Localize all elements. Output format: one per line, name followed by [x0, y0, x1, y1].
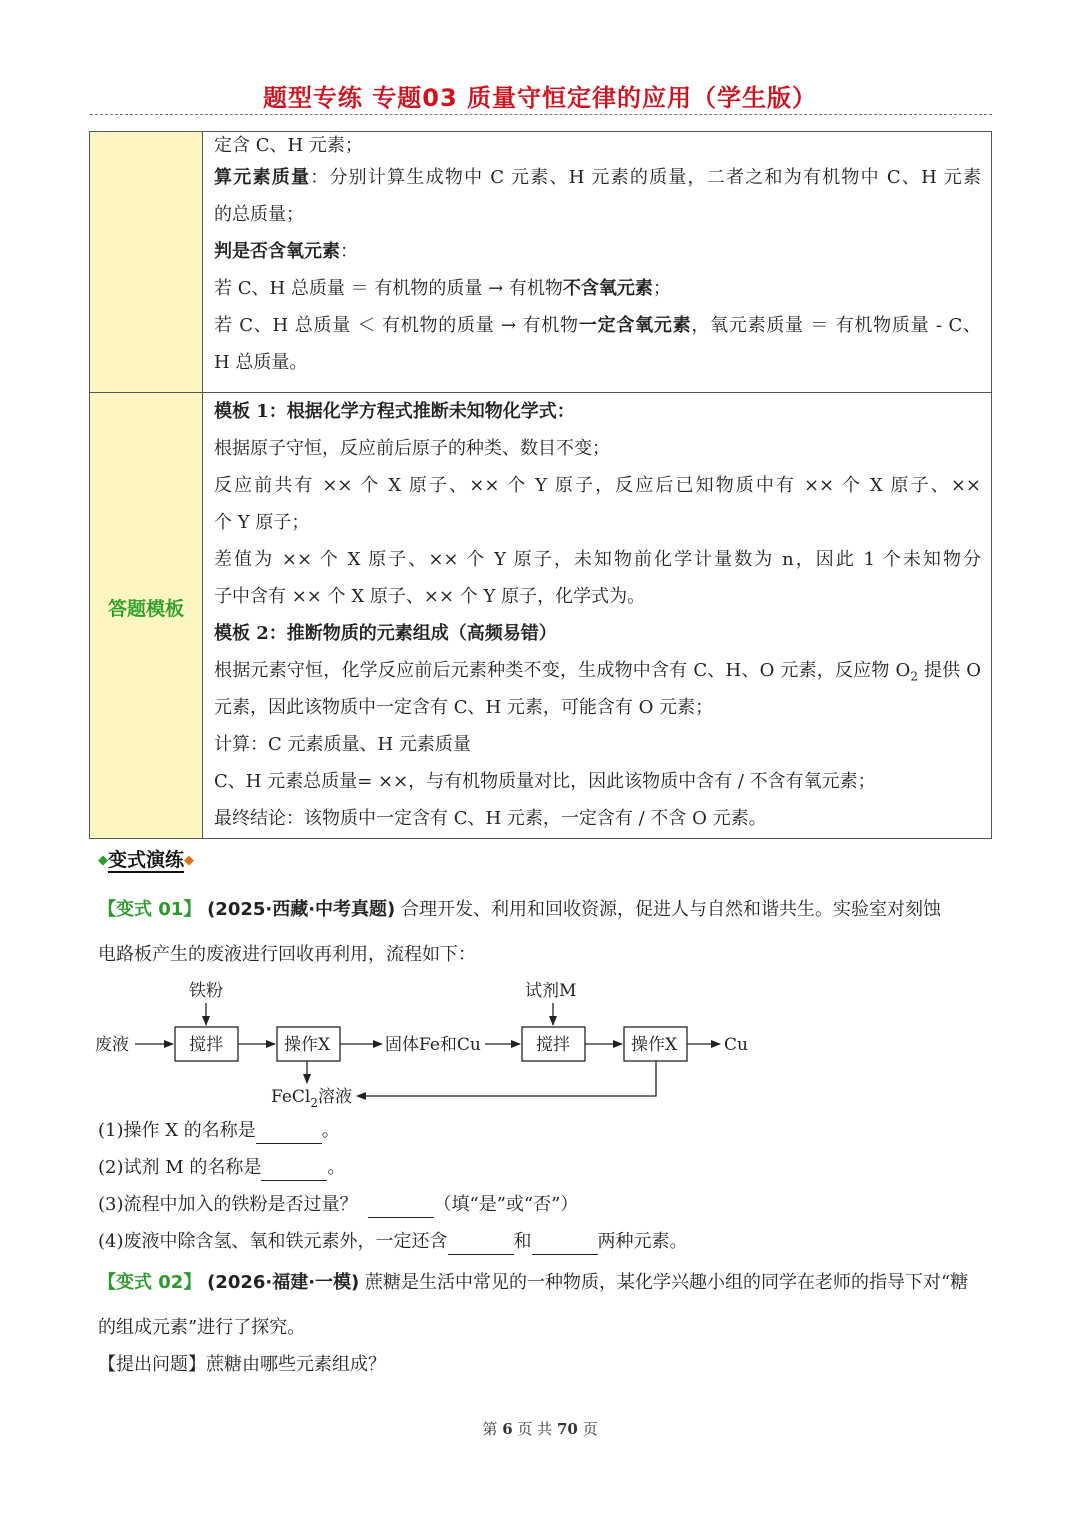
- question-2-intro: 【变式 02】 (2026·福建·一模) 蔗糖是生活中常见的一种物质，某化学兴趣小组的同学在老师的指导下对“糖: [98, 1272, 969, 1293]
- question-2-intro-line2: 的组成元素”进行了探究。: [98, 1317, 306, 1338]
- content-line: 最终结论：该物质中一定含有 C、H 元素，一定含有 / 不含 O 元素。: [214, 808, 767, 829]
- flow-box-label: 操作X: [631, 1035, 678, 1055]
- content-line: 根据原子守恒，反应前后原子的种类、数目不变；: [214, 438, 610, 459]
- current-page: 6: [502, 1420, 513, 1438]
- flow-box-label: 操作X: [284, 1035, 331, 1055]
- template-heading: 模板 2：推断物质的元素组成（高频易错）: [214, 623, 557, 644]
- content-line: 反应前共有 ×× 个 X 原子、×× 个 Y 原子，反应后已知物质中有 ×× 个 X 原子、××: [214, 475, 981, 496]
- process-flow-diagram: [95, 975, 765, 1110]
- question-tag: 【变式 02】: [98, 1272, 202, 1293]
- title-divider: [90, 114, 992, 115]
- content-line: 若 C、H 总质量 ＝ 有机物的质量 → 有机物不含氧元素；: [214, 278, 671, 299]
- flow-reagent-label: 试剂M: [525, 981, 577, 1001]
- total-pages: 70: [556, 1420, 578, 1438]
- content-line: 判是否含氧元素：: [214, 241, 358, 262]
- subquestion-4: (4)废液中除含氢、氧和铁元素外，一定还含 和 两种元素。: [98, 1230, 992, 1255]
- content-line: H 总质量。: [214, 352, 308, 373]
- flow-box-label: 搅拌: [189, 1035, 223, 1055]
- content-line: 根据元素守恒，化学反应前后元素种类不变，生成物中含有 C、H、O 元素，反应物 $O_2$ 提供 O: [214, 660, 981, 684]
- answer-blank[interactable]: [448, 1230, 514, 1255]
- table-row: [90, 393, 992, 839]
- answer-blank[interactable]: [256, 1119, 322, 1144]
- flow-input-label: 废液: [95, 1035, 129, 1055]
- row-content: [203, 393, 992, 839]
- row-content: [203, 132, 992, 393]
- flow-box-label: 搅拌: [536, 1035, 570, 1055]
- answer-blank[interactable]: [532, 1230, 598, 1255]
- flow-return-line: [357, 1061, 656, 1096]
- template-table: [89, 131, 992, 839]
- subquestion-2: (2)试剂 M 的名称是 。: [98, 1156, 992, 1181]
- question-2-prompt: 【提出问题】蔗糖由哪些元素组成？: [98, 1354, 386, 1375]
- row-label-empty: [90, 132, 203, 393]
- question-tag: 【变式 01】: [98, 899, 202, 920]
- content-line: 差值为 ×× 个 X 原子、×× 个 Y 原子，未知物前化学计量数为 n，因此 1 个未知物分: [214, 549, 981, 570]
- page-footer: 第 6 页 共 70 页: [482, 1420, 598, 1438]
- subquestion-3: (3)流程中加入的铁粉是否过量？ （填“是”或“否”）: [98, 1193, 992, 1218]
- content-line: 若 C、H 总质量 ＜ 有机物的质量 → 有机物一定含氧元素，氧元素质量 ＝ 有机物质量 - C、: [214, 315, 981, 336]
- table-row: [90, 132, 992, 393]
- flow-reagent-label: 铁粉: [189, 981, 223, 1001]
- content-line: 定含 C、H 元素；: [214, 135, 363, 156]
- answer-blank[interactable]: [368, 1193, 434, 1218]
- answer-blank[interactable]: [261, 1156, 327, 1181]
- flow-byproduct-label: FeCl$_2$溶液: [271, 1087, 353, 1110]
- content-line: 计算：C 元素质量、H 元素质量: [214, 734, 471, 755]
- page-title: 题型专练 专题03 质量守恒定律的应用（学生版）: [262, 84, 818, 112]
- row-label: [90, 393, 203, 839]
- content-line: 算元素质量：分别计算生成物中 C 元素、H 元素的质量，二者之和为有机物中 C、H 元素: [214, 167, 981, 188]
- flow-intermediate-label: 固体Fe和Cu: [385, 1035, 481, 1055]
- answer-template-label: 答题模板: [107, 598, 184, 620]
- diamond-icon: ◆: [184, 853, 195, 868]
- subquestion-1: (1)操作 X 的名称是 。: [98, 1119, 992, 1144]
- diamond-icon: ◆: [98, 853, 108, 868]
- template-heading: 模板 1：根据化学方程式推断未知物化学式：: [214, 401, 575, 422]
- content-line: 的总质量；: [214, 204, 304, 225]
- question-source: (2026·福建·一模): [207, 1272, 360, 1293]
- content-line: 子中含有 ×× 个 X 原子、×× 个 Y 原子，化学式为。: [214, 586, 646, 607]
- content-line: 个 Y 原子；: [214, 512, 310, 533]
- section-heading: ◆变式演练◆: [98, 849, 195, 871]
- flow-output-label: Cu: [724, 1035, 748, 1055]
- question-1-intro: 【变式 01】 (2025·西藏·中考真题) 合理开发、利用和回收资源，促进人与自然和谐共生。实验室对刻蚀: [98, 899, 942, 920]
- content-line: C、H 元素总质量= ××，与有机物质量对比，因此该物质中含有 / 不含有氧元素；: [214, 771, 876, 792]
- content-line: 元素，因此该物质中一定含有 C、H 元素，可能含有 O 元素；: [214, 697, 714, 718]
- question-1-intro-line2: 电路板产生的废液进行回收再利用，流程如下：: [98, 944, 476, 965]
- question-source: (2025·西藏·中考真题): [207, 899, 396, 920]
